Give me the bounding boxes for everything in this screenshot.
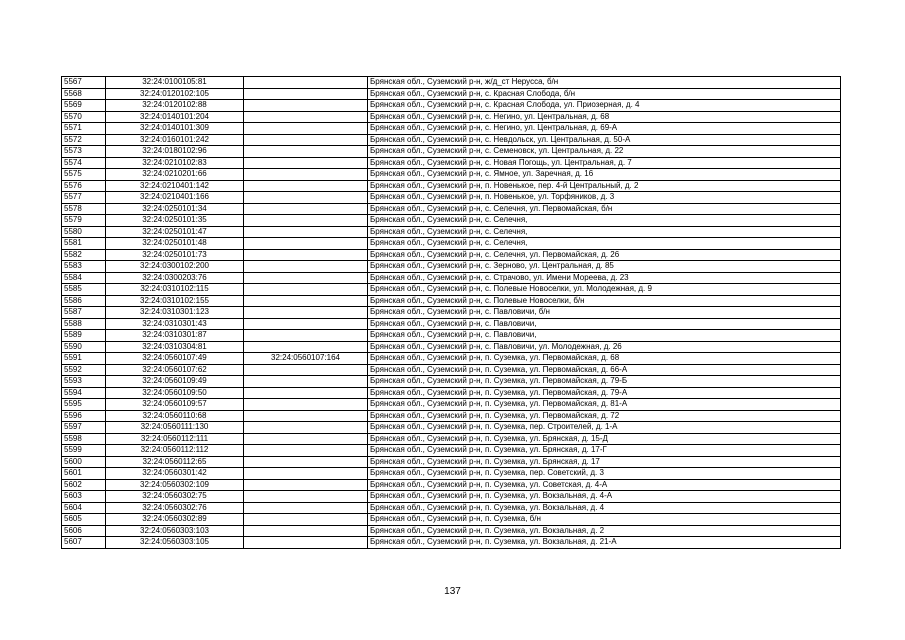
address-cell: Брянская обл., Суземский р-н, п. Суземка, ул. Советская, д. 4-А bbox=[368, 479, 841, 491]
address-cell: Брянская обл., Суземский р-н, с. Новая Погощь, ул. Центральная, д. 7 bbox=[368, 157, 841, 169]
table-row bbox=[62, 284, 841, 296]
row-number-cell: 5578 bbox=[62, 203, 106, 215]
table-row bbox=[62, 134, 841, 146]
row-number-cell: 5585 bbox=[62, 284, 106, 296]
cadastral-number-cell: 32:24:0560109:49 bbox=[106, 376, 244, 388]
row-number-cell: 5604 bbox=[62, 502, 106, 514]
related-cadastral-number-cell bbox=[244, 226, 368, 238]
cadastral-number-cell: 32:24:0560302:76 bbox=[106, 502, 244, 514]
row-number-cell: 5575 bbox=[62, 169, 106, 181]
table-row bbox=[62, 491, 841, 503]
cadastral-number-cell: 32:24:0210401:142 bbox=[106, 180, 244, 192]
related-cadastral-number-cell bbox=[244, 111, 368, 123]
table-row bbox=[62, 307, 841, 319]
address-cell: Брянская обл., Суземский р-н, п. Суземка, ул. Первомайская, д. 66-А bbox=[368, 364, 841, 376]
table-row bbox=[62, 433, 841, 445]
address-cell: Брянская обл., Суземский р-н, с. Полевые Новоселки, ул. Молодежная, д. 9 bbox=[368, 284, 841, 296]
table-row bbox=[62, 146, 841, 158]
table-row bbox=[62, 295, 841, 307]
cadastral-number-cell: 32:24:0560302:75 bbox=[106, 491, 244, 503]
address-cell: Брянская обл., Суземский р-н, п. Новенькое, пер. 4-й Центральный, д. 2 bbox=[368, 180, 841, 192]
related-cadastral-number-cell bbox=[244, 307, 368, 319]
row-number-cell: 5570 bbox=[62, 111, 106, 123]
row-number-cell: 5586 bbox=[62, 295, 106, 307]
related-cadastral-number-cell bbox=[244, 192, 368, 204]
address-cell: Брянская обл., Суземский р-н, п. Суземка, пер. Строителей, д. 1-А bbox=[368, 422, 841, 434]
related-cadastral-number-cell: 32:24:0560107:164 bbox=[244, 353, 368, 365]
register-table-body bbox=[62, 77, 841, 549]
related-cadastral-number-cell bbox=[244, 88, 368, 100]
address-cell: Брянская обл., Суземский р-н, с. Павловичи, ул. Молодежная, д. 26 bbox=[368, 341, 841, 353]
table-row bbox=[62, 249, 841, 261]
address-cell: Брянская обл., Суземский р-н, с. Семеновск, ул. Центральная, д. 22 bbox=[368, 146, 841, 158]
related-cadastral-number-cell bbox=[244, 330, 368, 342]
cadastral-number-cell: 32:24:0140101:309 bbox=[106, 123, 244, 135]
related-cadastral-number-cell bbox=[244, 525, 368, 537]
row-number-cell: 5574 bbox=[62, 157, 106, 169]
table-row bbox=[62, 88, 841, 100]
cadastral-number-cell: 32:24:0250101:35 bbox=[106, 215, 244, 227]
related-cadastral-number-cell bbox=[244, 295, 368, 307]
cadastral-number-cell: 32:24:0210201:66 bbox=[106, 169, 244, 181]
table-row bbox=[62, 318, 841, 330]
related-cadastral-number-cell bbox=[244, 410, 368, 422]
table-row bbox=[62, 514, 841, 526]
row-number-cell: 5597 bbox=[62, 422, 106, 434]
row-number-cell: 5593 bbox=[62, 376, 106, 388]
row-number-cell: 5602 bbox=[62, 479, 106, 491]
table-row bbox=[62, 341, 841, 353]
row-number-cell: 5582 bbox=[62, 249, 106, 261]
address-cell: Брянская обл., Суземский р-н, с. Зерново, ул. Центральная, д. 85 bbox=[368, 261, 841, 273]
table-row bbox=[62, 215, 841, 227]
related-cadastral-number-cell bbox=[244, 433, 368, 445]
row-number-cell: 5606 bbox=[62, 525, 106, 537]
cadastral-number-cell: 32:24:0560111:130 bbox=[106, 422, 244, 434]
table-row bbox=[62, 192, 841, 204]
row-number-cell: 5592 bbox=[62, 364, 106, 376]
cadastral-number-cell: 32:24:0250101:48 bbox=[106, 238, 244, 250]
table-row bbox=[62, 445, 841, 457]
row-number-cell: 5569 bbox=[62, 100, 106, 112]
cadastral-number-cell: 32:24:0560107:62 bbox=[106, 364, 244, 376]
related-cadastral-number-cell bbox=[244, 399, 368, 411]
address-cell: Брянская обл., Суземский р-н, с. Ямное, ул. Заречная, д. 16 bbox=[368, 169, 841, 181]
row-number-cell: 5603 bbox=[62, 491, 106, 503]
address-cell: Брянская обл., Суземский р-н, п. Суземка, ул. Вокзальная, д. 4 bbox=[368, 502, 841, 514]
cadastral-number-cell: 32:24:0560302:109 bbox=[106, 479, 244, 491]
address-cell: Брянская обл., Суземский р-н, п. Суземка, б/н bbox=[368, 514, 841, 526]
table-row bbox=[62, 226, 841, 238]
cadastral-number-cell: 32:24:0560112:65 bbox=[106, 456, 244, 468]
address-cell: Брянская обл., Суземский р-н, с. Павловичи, bbox=[368, 330, 841, 342]
table-row bbox=[62, 525, 841, 537]
table-row bbox=[62, 399, 841, 411]
row-number-cell: 5579 bbox=[62, 215, 106, 227]
related-cadastral-number-cell bbox=[244, 387, 368, 399]
row-number-cell: 5601 bbox=[62, 468, 106, 480]
row-number-cell: 5581 bbox=[62, 238, 106, 250]
cadastral-number-cell: 32:24:0560109:50 bbox=[106, 387, 244, 399]
related-cadastral-number-cell bbox=[244, 456, 368, 468]
address-cell: Брянская обл., Суземский р-н, с. Селечня, bbox=[368, 238, 841, 250]
row-number-cell: 5567 bbox=[62, 77, 106, 89]
related-cadastral-number-cell bbox=[244, 491, 368, 503]
related-cadastral-number-cell bbox=[244, 77, 368, 89]
cadastral-number-cell: 32:24:0310301:87 bbox=[106, 330, 244, 342]
address-cell: Брянская обл., Суземский р-н, с. Красная Слобода, ул. Приозерная, д. 4 bbox=[368, 100, 841, 112]
row-number-cell: 5571 bbox=[62, 123, 106, 135]
table-row bbox=[62, 537, 841, 549]
row-number-cell: 5591 bbox=[62, 353, 106, 365]
cadastral-number-cell: 32:24:0560112:112 bbox=[106, 445, 244, 457]
row-number-cell: 5573 bbox=[62, 146, 106, 158]
related-cadastral-number-cell bbox=[244, 215, 368, 227]
cadastral-number-cell: 32:24:0560110:68 bbox=[106, 410, 244, 422]
cadastral-number-cell: 32:24:0300203:76 bbox=[106, 272, 244, 284]
address-cell: Брянская обл., Суземский р-н, п. Суземка, ул. Вокзальная, д. 4-А bbox=[368, 491, 841, 503]
cadastral-number-cell: 32:24:0180102:96 bbox=[106, 146, 244, 158]
cadastral-number-cell: 32:24:0210102:83 bbox=[106, 157, 244, 169]
address-cell: Брянская обл., Суземский р-н, п. Суземка, ул. Вокзальная, д. 21-А bbox=[368, 537, 841, 549]
table-row bbox=[62, 468, 841, 480]
row-number-cell: 5600 bbox=[62, 456, 106, 468]
address-cell: Брянская обл., Суземский р-н, с. Селечня, bbox=[368, 226, 841, 238]
table-row bbox=[62, 77, 841, 89]
cadastral-number-cell: 32:24:0310102:155 bbox=[106, 295, 244, 307]
address-cell: Брянская обл., Суземский р-н, с. Красная Слобода, б/н bbox=[368, 88, 841, 100]
table-row bbox=[62, 410, 841, 422]
address-cell: Брянская обл., Суземский р-н, с. Негино, ул. Центральная, д. 68 bbox=[368, 111, 841, 123]
related-cadastral-number-cell bbox=[244, 468, 368, 480]
table-row bbox=[62, 502, 841, 514]
related-cadastral-number-cell bbox=[244, 169, 368, 181]
address-cell: Брянская обл., Суземский р-н, п. Суземка, ул. Первомайская, д. 79-Б bbox=[368, 376, 841, 388]
related-cadastral-number-cell bbox=[244, 284, 368, 296]
cadastral-number-cell: 32:24:0560112:111 bbox=[106, 433, 244, 445]
row-number-cell: 5588 bbox=[62, 318, 106, 330]
related-cadastral-number-cell bbox=[244, 146, 368, 158]
row-number-cell: 5572 bbox=[62, 134, 106, 146]
address-cell: Брянская обл., Суземский р-н, п. Суземка, ул. Брянская, д. 17 bbox=[368, 456, 841, 468]
table-row bbox=[62, 272, 841, 284]
register-table bbox=[61, 76, 841, 549]
row-number-cell: 5599 bbox=[62, 445, 106, 457]
related-cadastral-number-cell bbox=[244, 422, 368, 434]
address-cell: Брянская обл., Суземский р-н, с. Негино, ул. Центральная, д. 69-А bbox=[368, 123, 841, 135]
row-number-cell: 5594 bbox=[62, 387, 106, 399]
related-cadastral-number-cell bbox=[244, 364, 368, 376]
address-cell: Брянская обл., Суземский р-н, п. Суземка, ул. Первомайская, д. 72 bbox=[368, 410, 841, 422]
cadastral-number-cell: 32:24:0310301:123 bbox=[106, 307, 244, 319]
address-cell: Брянская обл., Суземский р-н, с. Страчово, ул. Имени Мореева, д. 23 bbox=[368, 272, 841, 284]
address-cell: Брянская обл., Суземский р-н, п. Суземка, ул. Брянская, д. 15-Д bbox=[368, 433, 841, 445]
cadastral-number-cell: 32:24:0100105:81 bbox=[106, 77, 244, 89]
cadastral-number-cell: 32:24:0560301:42 bbox=[106, 468, 244, 480]
table-row bbox=[62, 203, 841, 215]
address-cell: Брянская обл., Суземский р-н, с. Селечня, bbox=[368, 215, 841, 227]
related-cadastral-number-cell bbox=[244, 514, 368, 526]
row-number-cell: 5607 bbox=[62, 537, 106, 549]
row-number-cell: 5576 bbox=[62, 180, 106, 192]
address-cell: Брянская обл., Суземский р-н, п. Суземка, ул. Первомайская, д. 68 bbox=[368, 353, 841, 365]
cadastral-number-cell: 32:24:0560303:105 bbox=[106, 537, 244, 549]
cadastral-number-cell: 32:24:0310102:115 bbox=[106, 284, 244, 296]
row-number-cell: 5590 bbox=[62, 341, 106, 353]
row-number-cell: 5568 bbox=[62, 88, 106, 100]
address-cell: Брянская обл., Суземский р-н, п. Суземка, пер. Советский, д. 3 bbox=[368, 468, 841, 480]
related-cadastral-number-cell bbox=[244, 100, 368, 112]
address-cell: Брянская обл., Суземский р-н, с. Полевые Новоселки, б/н bbox=[368, 295, 841, 307]
row-number-cell: 5589 bbox=[62, 330, 106, 342]
cadastral-number-cell: 32:24:0560302:89 bbox=[106, 514, 244, 526]
cadastral-number-cell: 32:24:0160101:242 bbox=[106, 134, 244, 146]
related-cadastral-number-cell bbox=[244, 341, 368, 353]
cadastral-number-cell: 32:24:0120102:88 bbox=[106, 100, 244, 112]
cadastral-number-cell: 32:24:0250101:47 bbox=[106, 226, 244, 238]
table-row bbox=[62, 353, 841, 365]
related-cadastral-number-cell bbox=[244, 238, 368, 250]
row-number-cell: 5577 bbox=[62, 192, 106, 204]
cadastral-number-cell: 32:24:0560303:103 bbox=[106, 525, 244, 537]
table-row bbox=[62, 157, 841, 169]
row-number-cell: 5583 bbox=[62, 261, 106, 273]
related-cadastral-number-cell bbox=[244, 157, 368, 169]
row-number-cell: 5584 bbox=[62, 272, 106, 284]
row-number-cell: 5605 bbox=[62, 514, 106, 526]
table-row bbox=[62, 169, 841, 181]
cadastral-number-cell: 32:24:0310301:43 bbox=[106, 318, 244, 330]
row-number-cell: 5598 bbox=[62, 433, 106, 445]
address-cell: Брянская обл., Суземский р-н, с. Селечня, ул. Первомайская, б/н bbox=[368, 203, 841, 215]
address-cell: Брянская обл., Суземский р-н, с. Невдольск, ул. Центральная, д. 50-А bbox=[368, 134, 841, 146]
related-cadastral-number-cell bbox=[244, 180, 368, 192]
table-row bbox=[62, 238, 841, 250]
related-cadastral-number-cell bbox=[244, 537, 368, 549]
table-row bbox=[62, 364, 841, 376]
related-cadastral-number-cell bbox=[244, 479, 368, 491]
table-row bbox=[62, 111, 841, 123]
related-cadastral-number-cell bbox=[244, 445, 368, 457]
table-row bbox=[62, 123, 841, 135]
related-cadastral-number-cell bbox=[244, 272, 368, 284]
table-row bbox=[62, 387, 841, 399]
address-cell: Брянская обл., Суземский р-н, с. Павловичи, bbox=[368, 318, 841, 330]
row-number-cell: 5580 bbox=[62, 226, 106, 238]
related-cadastral-number-cell bbox=[244, 123, 368, 135]
related-cadastral-number-cell bbox=[244, 134, 368, 146]
cadastral-number-cell: 32:24:0560109:57 bbox=[106, 399, 244, 411]
address-cell: Брянская обл., Суземский р-н, п. Суземка, ул. Первомайская, д. 81-А bbox=[368, 399, 841, 411]
address-cell: Брянская обл., Суземский р-н, п. Суземка, ул. Первомайская, д. 79-А bbox=[368, 387, 841, 399]
cadastral-number-cell: 32:24:0210401:166 bbox=[106, 192, 244, 204]
row-number-cell: 5587 bbox=[62, 307, 106, 319]
cadastral-number-cell: 32:24:0250101:73 bbox=[106, 249, 244, 261]
address-cell: Брянская обл., Суземский р-н, ж/д_ст Нерусса, б/н bbox=[368, 77, 841, 89]
table-row bbox=[62, 100, 841, 112]
page-number: 137 bbox=[444, 586, 461, 597]
cadastral-number-cell: 32:24:0310304:81 bbox=[106, 341, 244, 353]
address-cell: Брянская обл., Суземский р-н, с. Павловичи, б/н bbox=[368, 307, 841, 319]
cadastral-number-cell: 32:24:0560107:49 bbox=[106, 353, 244, 365]
related-cadastral-number-cell bbox=[244, 502, 368, 514]
table-row bbox=[62, 479, 841, 491]
table-row bbox=[62, 180, 841, 192]
cadastral-number-cell: 32:24:0300102:200 bbox=[106, 261, 244, 273]
cadastral-number-cell: 32:24:0120102:105 bbox=[106, 88, 244, 100]
row-number-cell: 5595 bbox=[62, 399, 106, 411]
address-cell: Брянская обл., Суземский р-н, с. Селечня, ул. Первомайская, д. 26 bbox=[368, 249, 841, 261]
address-cell: Брянская обл., Суземский р-н, п. Новенькое, ул. Торфяников, д. 3 bbox=[368, 192, 841, 204]
related-cadastral-number-cell bbox=[244, 318, 368, 330]
table-row bbox=[62, 261, 841, 273]
address-cell: Брянская обл., Суземский р-н, п. Суземка, ул. Вокзальная, д. 2 bbox=[368, 525, 841, 537]
table-row bbox=[62, 376, 841, 388]
cadastral-number-cell: 32:24:0250101:34 bbox=[106, 203, 244, 215]
table-row bbox=[62, 330, 841, 342]
table-row bbox=[62, 422, 841, 434]
related-cadastral-number-cell bbox=[244, 203, 368, 215]
related-cadastral-number-cell bbox=[244, 261, 368, 273]
row-number-cell: 5596 bbox=[62, 410, 106, 422]
related-cadastral-number-cell bbox=[244, 249, 368, 261]
address-cell: Брянская обл., Суземский р-н, п. Суземка, ул. Брянская, д. 17-Г bbox=[368, 445, 841, 457]
related-cadastral-number-cell bbox=[244, 376, 368, 388]
cadastral-number-cell: 32:24:0140101:204 bbox=[106, 111, 244, 123]
table-row bbox=[62, 456, 841, 468]
